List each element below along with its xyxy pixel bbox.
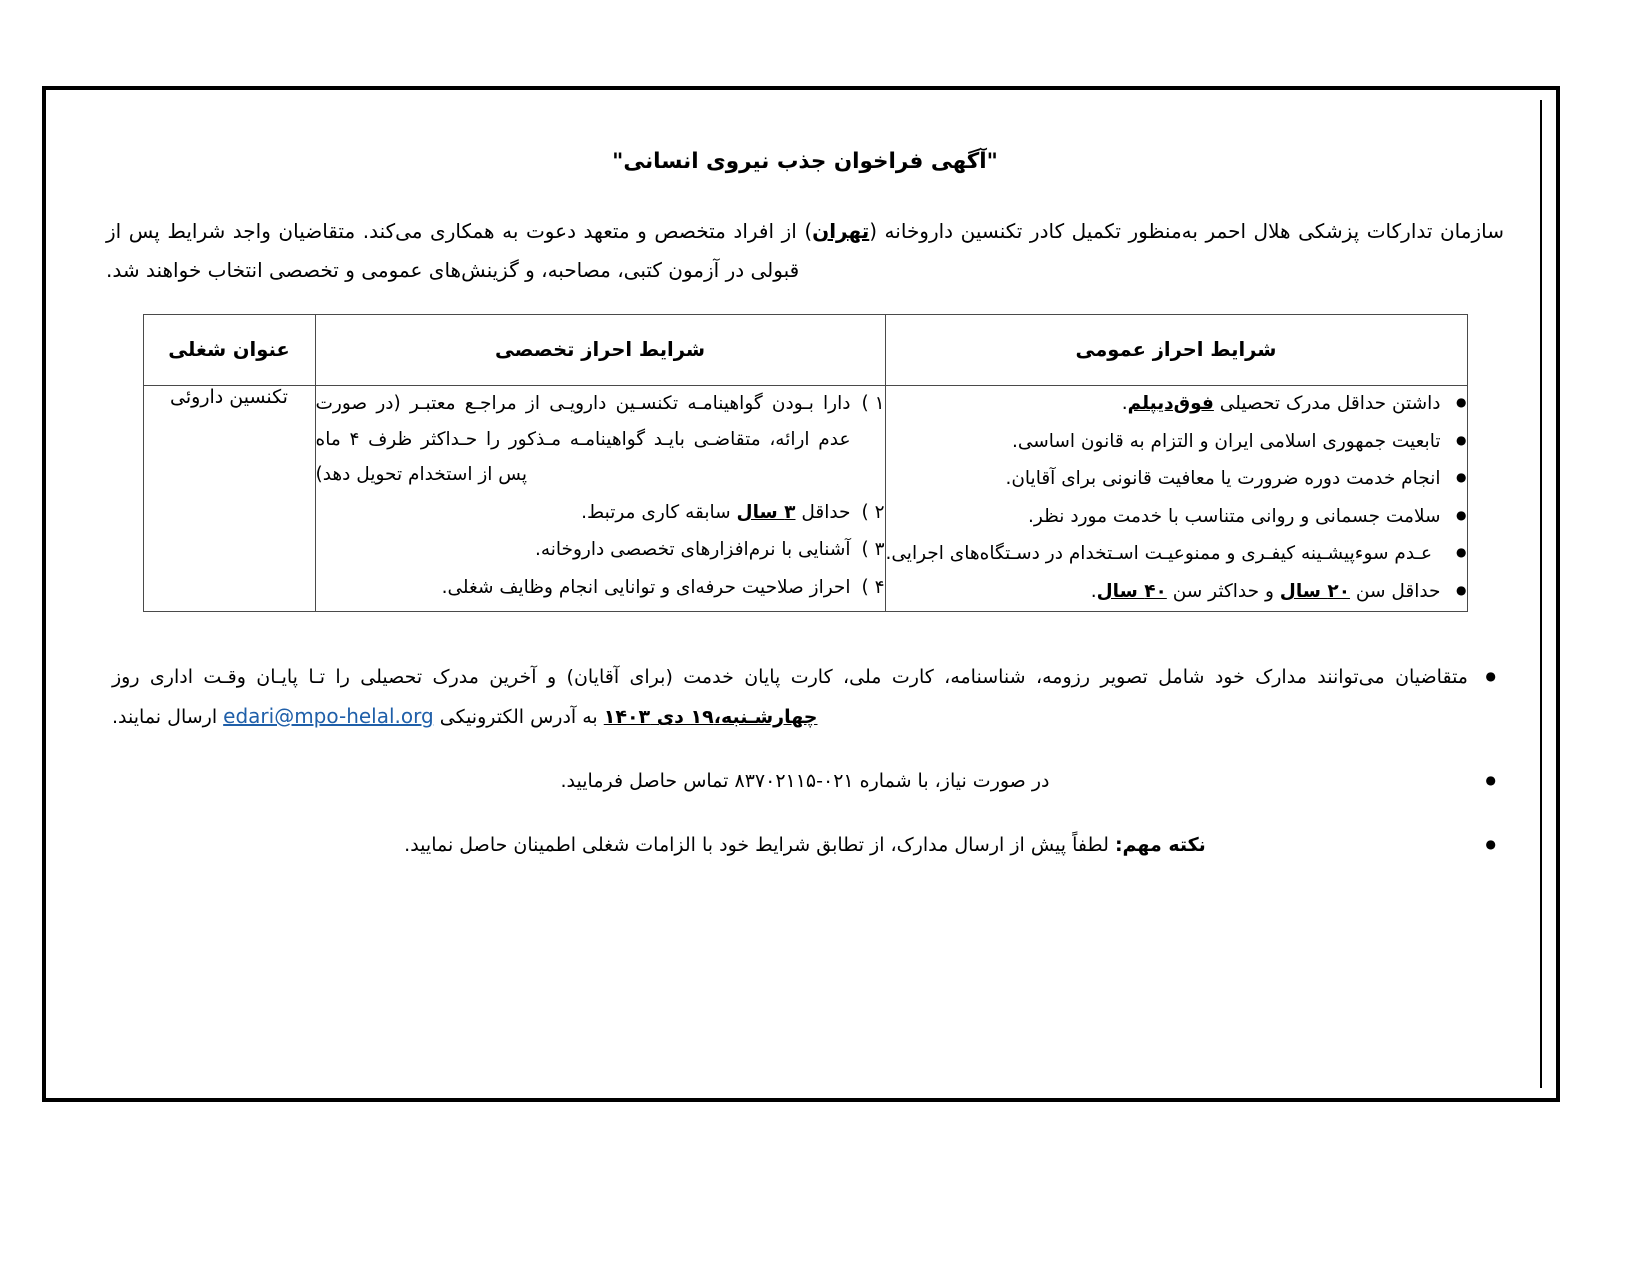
column-header-job-title: عنوان شغلی — [143, 315, 315, 386]
list-item — [316, 495, 885, 531]
note1-part2: به آدرس الکترونیکی — [433, 706, 604, 729]
item-emphasis: فوق‌دیپلم — [1127, 393, 1214, 415]
requirements-table — [143, 314, 1468, 612]
list-item — [886, 461, 1467, 497]
item-text: تابعیت جمهوری اسلامی ایران و التزام به قانون اساسی. — [1011, 430, 1441, 452]
email-link[interactable]: edari@mpo-helal.org — [223, 704, 434, 729]
document-page-frame — [42, 86, 1560, 1102]
list-item — [886, 424, 1467, 460]
cell-general-requirements — [885, 386, 1467, 612]
table-header-row — [143, 315, 1467, 386]
list-item — [886, 574, 1467, 610]
note1-part1: متقاضیان می‌توانند مدارک خود شامل تصویر رزومه، شناسنامه، کارت ملی، کارت پایان خدمت (برای آقایان) و آخرین مدرک تحصیلی را تـا پایـان وقـت اداری روز — [112, 666, 1468, 689]
note2-part1: در صورت نیاز، با شماره — [853, 770, 1050, 793]
item-text: آشنایی با نرم‌افزارهای تخصصی داروخانه. — [534, 539, 851, 561]
document-body — [46, 90, 1564, 1106]
note-submission-instructions — [112, 658, 1498, 736]
table-row — [143, 386, 1467, 612]
intro-text-part2: ) از افراد متخصص و متعهد دعوت به همکاری می‌کند. متقاضیان واجد شرایط پس از قبولی در آزمون کتبی، مصاحبه، و گزینش‌های عمومی و تخصصی انتخاب خواهند شد. — [106, 219, 813, 283]
list-item — [316, 570, 885, 606]
note1-part3: ارسال نمایند. — [112, 706, 224, 729]
item-text: . — [1090, 580, 1097, 602]
note1-deadline-date: ۱۹ دی ۱۴۰۳ — [603, 706, 714, 729]
list-item — [316, 386, 885, 493]
list-item — [886, 499, 1467, 535]
cell-specialized-requirements — [315, 386, 885, 612]
general-requirements-list — [886, 386, 1467, 609]
item-text: حداقل — [795, 501, 851, 523]
note3-label: نکته مهم: — [1114, 834, 1206, 857]
item-text: حداقل سن — [1350, 580, 1441, 602]
item-text: انجام خدمت دوره ضرورت یا معافیت قانونی برای آقایان. — [1005, 468, 1441, 490]
list-item — [886, 386, 1467, 422]
intro-text-part1: سازمان تدارکات پزشکی هلال احمر به‌منظور تکمیل کادر تکنسین داروخانه ( — [869, 219, 1504, 244]
item-emphasis: ۳ سال — [736, 501, 796, 523]
specialized-requirements-list — [316, 386, 885, 605]
column-header-general: شرایط احراز عمومی — [885, 315, 1467, 386]
item-text: و حداکثر سن — [1166, 580, 1280, 602]
item-text: . — [1121, 393, 1128, 415]
note1-deadline-day: چهارشـنبه، — [713, 706, 818, 729]
item-text: عـدم سوءپیشـینه کیفـری و ممنوعیـت اسـتخدام در دسـتگاه‌های اجرایی. — [885, 543, 1432, 565]
item-text: داشتن حداقل مدرک تحصیلی — [1213, 393, 1441, 415]
intro-paragraph — [106, 212, 1504, 290]
note3-text: لطفاً پیش از ارسال مدارک، از تطابق شرایط خود با الزامات شغلی اطمینان حاصل نمایید. — [404, 834, 1115, 857]
item-text: احراز صلاحیت حرفه‌ای و توانایی انجام وظایف شغلی. — [441, 576, 851, 598]
item-text: دارا بـودن گواهینامـه تکنسـین دارویـی از مراجـع معتبـر (در صورت عدم ارائه، متقاضـی بایـد گواهینامـه مـذکور را حـداکثر ظرف ۴ ماه پس از استخدام تحویل دهد) — [315, 393, 851, 486]
item-text: سلامت جسمانی و روانی متناسب با خدمت مورد نظر. — [1028, 505, 1441, 527]
note-contact-phone — [112, 762, 1498, 800]
list-item — [316, 532, 885, 568]
list-item — [886, 536, 1467, 572]
item-emphasis: ۴۰ سال — [1096, 580, 1167, 602]
page-title: "آگهی فراخوان جذب نیروی انسانی" — [612, 149, 998, 174]
column-header-specialized: شرایط احراز تخصصی — [315, 315, 885, 386]
item-emphasis: ۲۰ سال — [1279, 580, 1350, 602]
cell-job-title: تکنسین داروئی — [143, 386, 315, 612]
note2-phone-number: ۰۲۱-۸۳۷۰۲۱۱۵ — [734, 770, 854, 793]
item-text: سابقه کاری مرتبط. — [581, 501, 737, 523]
intro-city-highlight: تهران — [812, 219, 870, 244]
note-important — [112, 826, 1498, 864]
note2-part2: تماس حاصل فرمایید. — [560, 770, 735, 793]
footer-notes-list — [106, 658, 1504, 864]
